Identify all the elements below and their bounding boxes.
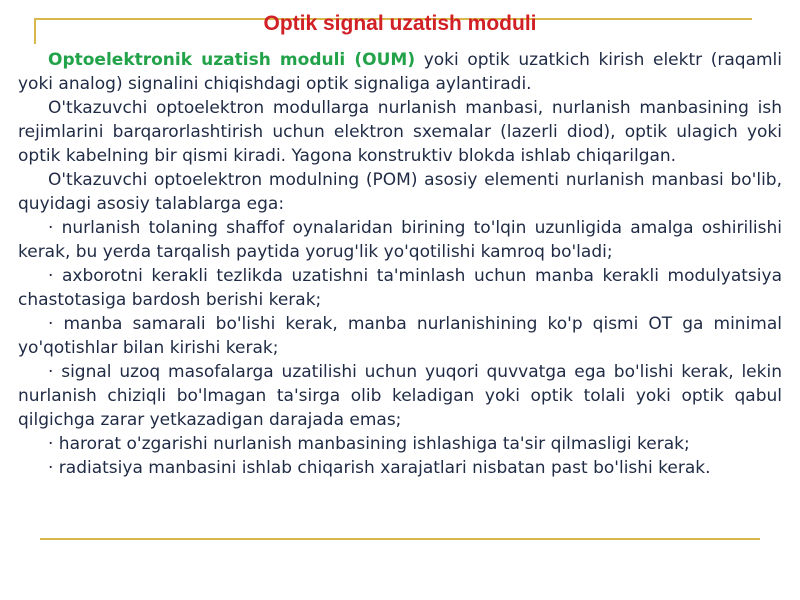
paragraph-text: yoki optik uzatkich kirish elektr (raqamli yoki analog) signalini chiqishdagi optik signaliga aylantiradi. xyxy=(18,50,782,94)
requirement-item: · harorat o'zgarishi nurlanish manbasining ishlashiga ta'sir qilmasligi kerak; xyxy=(48,434,690,454)
paragraph-components: O'tkazuvchi optoelektron modullarga nurlanish manbasi, nurlanish manbasining ish rejimlarini barqarorlashtirish uchun elektron sxemalar (lazerli diod), optik ulagich yoki optik kabelning bir qismi kiradi. Yagona konstruktiv blokda ishlab chiqarilgan. xyxy=(18,98,782,166)
paragraph-definition xyxy=(18,48,782,96)
requirement-item: · nurlanish tolaning shaffof oynalaridan birining to'lqin uzunligida amalga oshirilishi kerak, bu yerda tarqalish paytida yorug'lik yo'qotilishi kamroq bo'ladi; xyxy=(18,218,782,262)
highlighted-term: Optoelektronik uzatish moduli (OUM) xyxy=(48,50,416,70)
slide-title: Optik signal uzatish moduli xyxy=(263,12,537,35)
paragraph-requirements-intro: O'tkazuvchi optoelektron modulning (POM) asosiy elementi nurlanish manbasi bo'lib, quyidagi asosiy talablarga ega: xyxy=(18,170,782,214)
requirement-item: · radiatsiya manbasini ishlab chiqarish xarajatlari nisbatan past bo'lishi kerak. xyxy=(48,458,711,478)
requirement-item: · signal uzoq masofalarga uzatilishi uchun yuqori quvvatga ega bo'lishi kerak, lekin nurlanish chiziqli bo'lmagan ta'sirga olib keladigan yoki optik tolali yoki optik qabul qilgichga zarar yetkazadigan darajada emas; xyxy=(18,362,782,430)
requirement-item: · axborotni kerakli tezlikda uzatishni ta'minlash uchun manba kerakli modulyatsiya chastotasiga bardosh berishi kerak; xyxy=(18,266,782,310)
slide-body xyxy=(18,48,782,480)
requirement-item: · manba samarali bo'lishi kerak, manba nurlanishining ko'p qismi OT ga minimal yo'qotishlar bilan kirishi kerak; xyxy=(18,314,782,358)
bottom-divider xyxy=(40,538,760,540)
